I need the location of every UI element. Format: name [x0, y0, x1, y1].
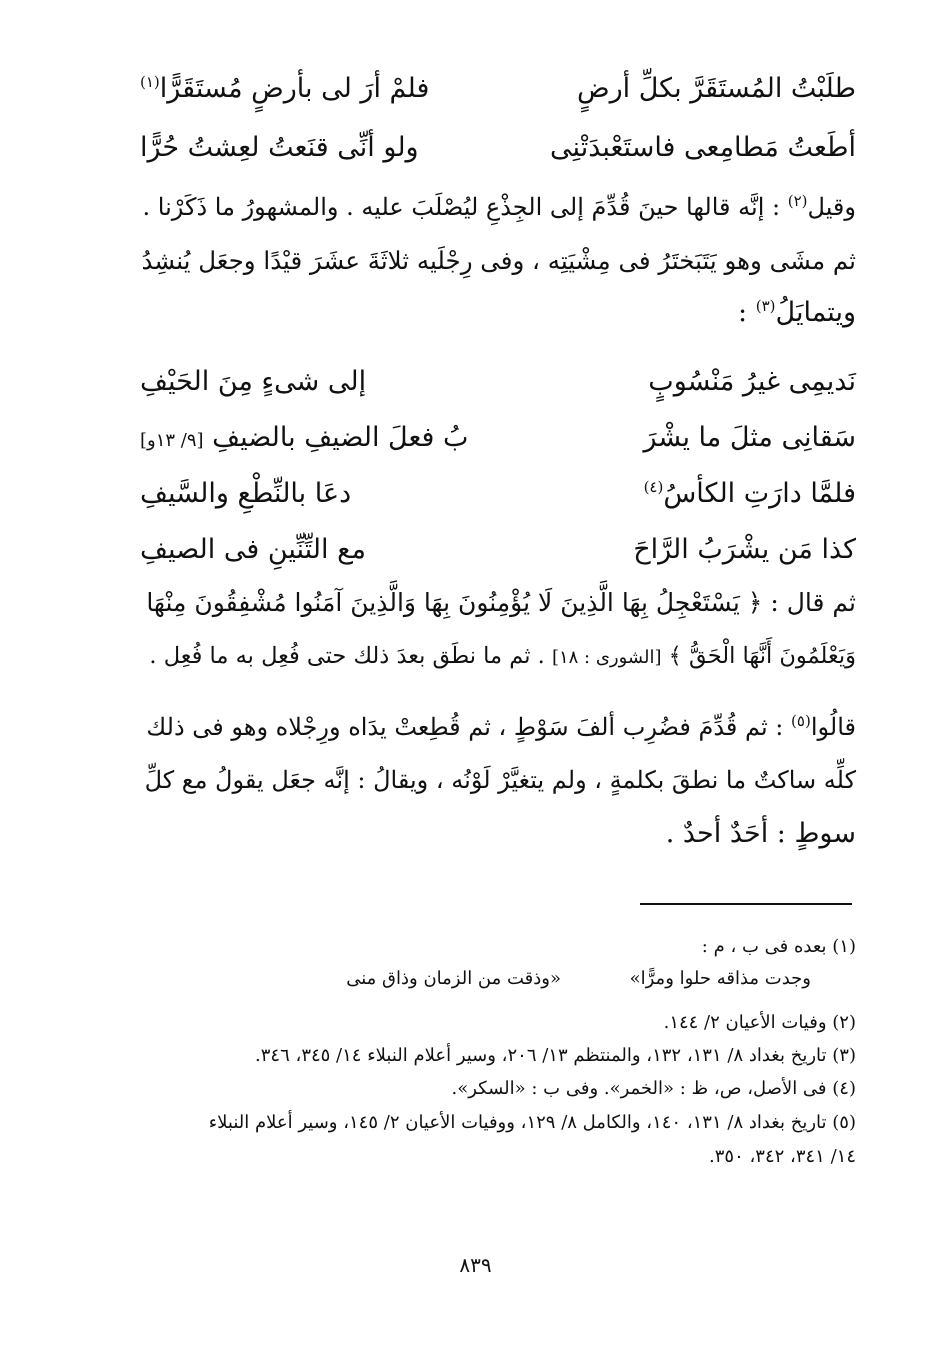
footnote-1: (١) بعده فى ب ، م :: [701, 936, 856, 957]
text: وقيل: [807, 193, 856, 221]
verse-line: [140, 132, 856, 172]
verse-hemistich-first: طلَبْتُ المُستَقَرَّ بكلِّ أرضٍ: [576, 73, 856, 104]
text: . ثم ما نطَق بعدَ ذلك حتى فُعِل به ما فُعِل .: [149, 643, 545, 669]
footnote-separator: [640, 903, 852, 905]
verse-text: بُ فعلَ الضيفِ بالضيفِ: [212, 422, 469, 453]
paragraph-line: [140, 712, 856, 741]
footnote-verse-first: «وذقت من الزمان وذاق منى: [346, 968, 561, 989]
text: : ثم قُدِّمَ فضُرِب ألفَ سَوْطٍ ، ثم قُطِعتْ يدَاه ورِجْلاه وهو فى ذلك: [146, 713, 784, 741]
paragraph-line: [140, 297, 856, 328]
quran-ref: [الشورى : ١٨]: [551, 647, 662, 668]
footnote-marker: (٣): [755, 297, 776, 315]
footnote-marker: (٢): [787, 192, 808, 210]
verse-hemistich-second: إلى شىءٍ مِنَ الحَيْفِ: [140, 366, 367, 397]
verse-hemistich-second: ولو أنِّى قنَعتُ لعِشتُ حُرًّا: [140, 132, 419, 163]
verse-hemistich-first: سَقانِى مثلَ ما يشْرَ: [643, 422, 856, 453]
text: :: [738, 297, 748, 328]
manuscript-folio-ref: [٩/ ١٣و]: [140, 430, 204, 451]
quran-text: وَيَعْلَمُونَ أَنَّهَا الْحَقُّ ﴾: [668, 643, 856, 669]
verse-line: [140, 73, 856, 113]
paragraph-line: ثم مشَى وهو يَتَبَختَرُ فى مِشْيَتِه ، وفى رِجْلَيه ثلاثَةَ عشَرَ قيْدًا وجعَل يُنشِدُ: [141, 246, 856, 275]
verse-line: [140, 422, 856, 462]
verse-hemistich-first: أطَعتُ مَطامِعى فاستَعْبدَتْنِى: [550, 132, 856, 163]
text: قالُوا: [810, 713, 856, 741]
footnote-5: (٥) تاريخ بغداد ٨/ ١٣١، ١٤٠، والكامل ٨/ ١٢٩، ووفيات الأعيان ٢/ ١٤٥، وسير أعلام النبلاء: [208, 1112, 856, 1133]
footnote-marker: (١): [140, 73, 160, 91]
footnote-3: (٣) تاريخ بغداد ٨/ ١٣١، ١٣٢، والمنتظم ١٣/ ٢٠٦، وسير أعلام النبلاء ١٤/ ٣٤٥، ٣٤٦.: [255, 1045, 856, 1066]
footnote-5-continued: ١٤/ ٣٤١، ٣٤٢، ٣٥٠.: [709, 1146, 856, 1167]
verse-line: [140, 534, 856, 574]
page-number: ٨٣٩: [459, 1253, 492, 1277]
paragraph-line: [140, 643, 856, 669]
footnote-verse-second: وجدت مذاقه حلوا ومرًّا»: [629, 968, 811, 989]
footnote-4: (٤) فى الأصل، ص، ظ : «الخمر». وفى ب : «السكر».: [451, 1078, 856, 1099]
text: ويتمايَلُ: [775, 297, 856, 328]
verse-hemistich-first: كذا مَن يشْرَبُ الرَّاحَ: [633, 534, 856, 565]
footnote-marker: (٥): [791, 712, 811, 730]
verse-line: [140, 366, 856, 406]
paragraph-line: ثم قال : ﴿ يَسْتَعْجِلُ بِهَا الَّذِينَ لَا يُؤْمِنُونَ بِهَا وَالَّذِينَ آمَنُوا مُشْفِقُونَ مِنْهَا: [146, 588, 856, 617]
verse-line: [140, 478, 856, 518]
text: : إنَّه قالها حينَ قُدِّمَ إلى الجِذْعِ ليُصْلَبَ عليه . والمشهورُ ما ذَكَرْنا .: [142, 193, 781, 221]
footnote-marker: (٤): [643, 478, 664, 496]
verse-hemistich-first: نَديمِى غيرُ مَنْسُوبٍ: [648, 366, 856, 397]
footnote-2: (٢) وفيات الأعيان ٢/ ١٤٤.: [663, 1012, 856, 1033]
verse-hemistich-first: [644, 478, 856, 509]
verse-hemistich-second: [140, 73, 429, 104]
verse-hemistich-second: مع التِّنِّينِ فى الصيفِ: [140, 534, 366, 565]
paragraph-line: [140, 192, 856, 221]
paragraph-line: سوطٍ : أحَدٌ أحدٌ .: [665, 818, 856, 849]
verse-hemistich-second: دعَا بالنِّطْعِ والسَّيفِ: [140, 478, 352, 509]
verse-text: فلمَّا دارَتِ الكأسُ: [663, 478, 856, 509]
paragraph-line: كلِّه ساكتٌ ما نطقَ بكلمةٍ ، ولم يتغيَّرْ لَوْنُه ، ويقالُ : إنَّه جعَل يقولُ مع كلِّ: [144, 766, 856, 794]
verse-hemistich-second: [140, 422, 468, 453]
verse-text: فلمْ أرَ لى بأرضٍ مُستَقَرًّا: [159, 73, 430, 104]
